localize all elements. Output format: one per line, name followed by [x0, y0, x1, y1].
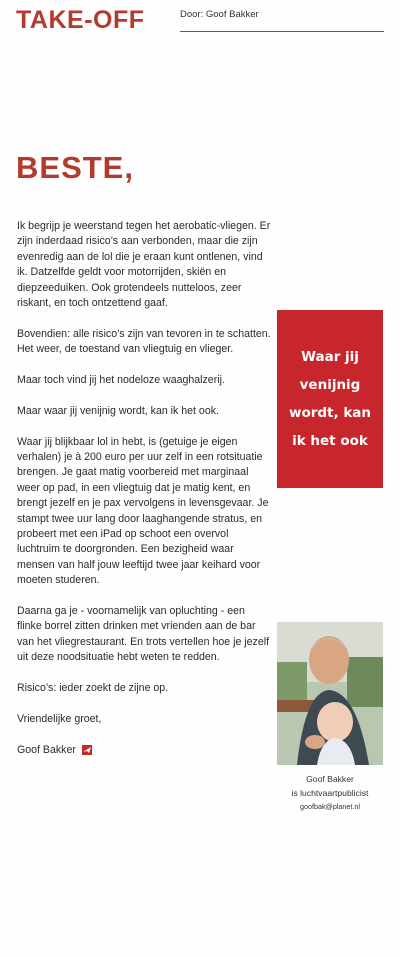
signature	[17, 743, 272, 758]
paragraph: Maar toch vind jij het nodeloze waaghalzerij.	[17, 374, 225, 387]
paragraph: Daarna ga je - voornamelijk van opluchting - een flinke borrel zitten drinken met vrienden aan de bar van het vliegrestaurant. En trots vertellen hoe je jezelf uit deze noodsituatie hebt weten te redden.	[17, 605, 270, 664]
paragraph: Vriendelijke groet,	[17, 712, 102, 725]
paragraph: Maar waar jij venijnig wordt, kan ik het ook.	[17, 404, 219, 417]
small-plane-logo-icon	[82, 745, 92, 755]
author-name: Goof Bakker	[306, 774, 354, 784]
byline: Door: Goof Bakker	[180, 9, 259, 20]
author-caption	[277, 773, 383, 814]
author-email: goofbak@planet.nl	[299, 802, 361, 811]
page-header	[0, 0, 400, 40]
article-headline: BESTE,	[16, 150, 134, 185]
pull-quote-text: Waar jij venijnig wordt, kan ik het ook	[288, 349, 372, 449]
paragraph: Ik begrijp je weerstand tegen het aerobatic-vliegen. Er zijn inderdaad risico’s aan verbonden, maar die zijn evenredig aan de lol die je eraan kunt ontlenen, vind ik. Datzelfde geldt voor motorrijden, skiën en diepzeeduiken. Ook grotendeels nutteloos, zeer riskant, en toch ontzettend gaaf.	[17, 220, 271, 310]
author-photo-icon	[277, 622, 383, 765]
paragraph: Waar jij blijkbaar lol in hebt, is (getuige je eigen verhalen) je à 200 euro per uur zelf in een rotsituatie brengen. Je gaat matig voorbereid met marginaal weer op pad, in een vliegtuig dat je matig kent, en brengt jezelf en je pax vervolgens in levensgevaar. Je stampt twee uur lang door laaghangende stratus, en probeert met een iPad op schoot een overvol luchtruim te doorgronden. Een bezigheid waar mensen van half jouw leeftijd twee jaar keihard voor moeten studeren.	[17, 435, 269, 587]
author-role: is luchtvaartpublicist	[291, 787, 369, 798]
paragraph: Risico’s: ieder zoekt de zijne op.	[17, 682, 169, 695]
section-title: TAKE-OFF	[16, 6, 145, 34]
signature-name: Goof Bakker	[17, 743, 76, 756]
paragraph: Bovendien: alle risico’s zijn van tevoren in te schatten. Het weer, de toestand van vliegtuig en vlieger.	[17, 327, 271, 356]
pull-quote	[277, 310, 383, 488]
header-rule	[180, 31, 384, 32]
article-body	[17, 219, 272, 758]
